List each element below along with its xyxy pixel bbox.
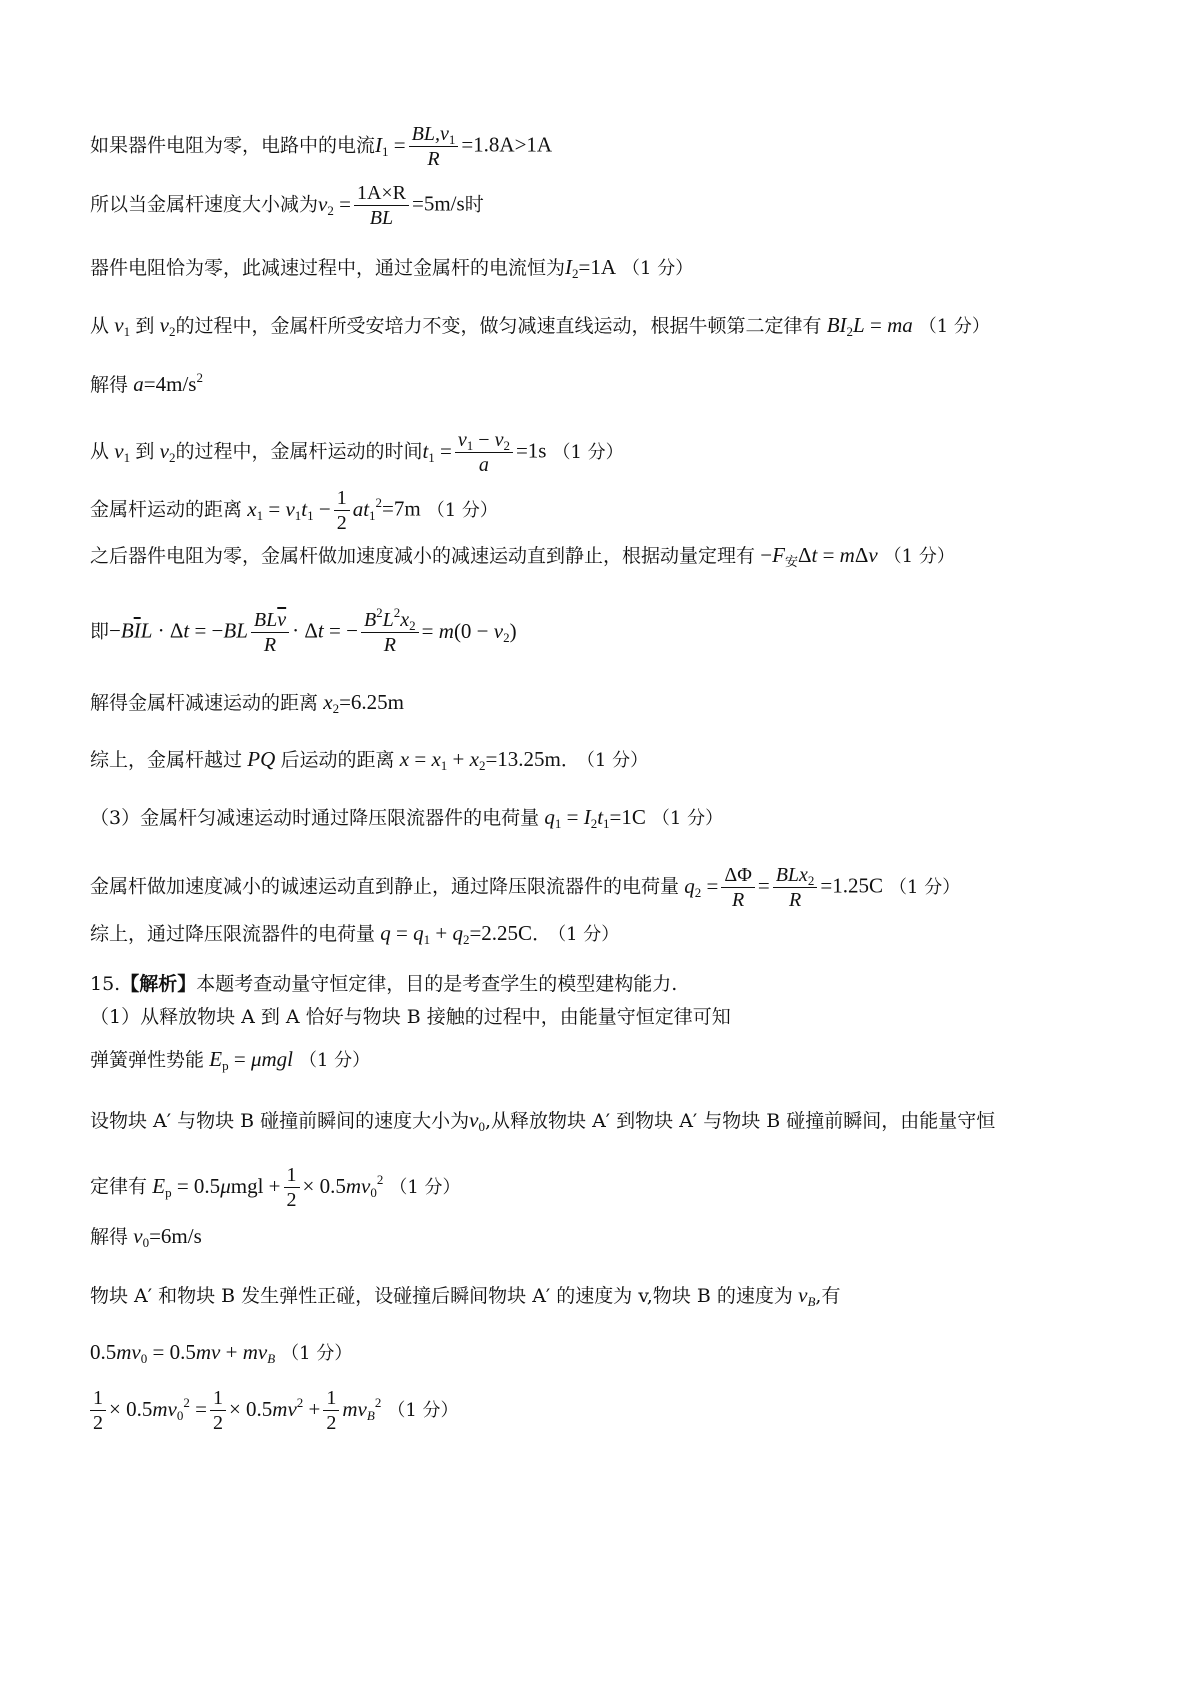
line-elastic-collision: 物块 A′ 和物块 B 发生弹性正碰，设碰撞后瞬间物块 A′ 的速度为 v,物块 B 的速度为 $v_B$,有 (90, 1283, 841, 1309)
line-momentum-conservation: $0.5mv_0 = 0.5mv + mv_B$ （1 分） (90, 1340, 353, 1366)
score-mark: （1 分） (281, 1343, 353, 1364)
score-mark: （1 分） (387, 1399, 459, 1421)
line-motion-time: 从 $v_1$ 到 $v_2$的过程中，金属杆运动的时间$t_1$ = $\frac{v_1 - v_2}{a}$ =1s （1 分） (90, 429, 624, 476)
line-acceleration-result: 解得 $a=4m/s^2$ (90, 370, 203, 396)
line-newton-second-law: 从 $v_1$ 到 $v_2$的过程中，金属杆所受安培力不变，做匀减速直线运动，根据牛顿第二定律有 $BI_2L$ = ma （1 分） (90, 313, 990, 339)
score-mark: （1 分） (426, 499, 498, 521)
fraction: $\frac{1}{2}$ (210, 1386, 226, 1435)
fraction: $\frac{B^2L^2x_2}{R}$ (361, 608, 419, 657)
score-mark: （1 分） (622, 258, 694, 279)
fraction: $\frac{1}{2}$ (323, 1386, 339, 1435)
line-kinetic-energy-conservation: $\frac{1}{2}$ × $0.5mv_0^2$ = $\frac{1}{2}$ × $0.5mv^2$ + $\frac{1}{2}$ $mv_B^2$ （1 分） (90, 1386, 459, 1435)
fraction: $\frac{1}{2}$ (334, 486, 350, 535)
fraction: $\frac{v_1 - v_2}{a}$ (455, 428, 513, 477)
line-speed-reduced: 所以当金属杆速度大小减为$v_2$ = $\frac{1A\times R}{BL}$ =5m/s时 (90, 182, 484, 229)
fraction: $\frac{\Delta\Phi}{R}$ (721, 863, 754, 912)
analysis-tag: 【解析】 (120, 973, 197, 995)
score-mark: （1 分） (918, 316, 990, 337)
line-energy-conservation: 定律有 $E_p = 0.5\mu mgl$ + $\frac{1}{2}$ × $0.5mv_0^2$ （1 分） (90, 1164, 461, 1211)
score-mark: （1 分） (552, 441, 624, 463)
line-constant-current: 器件电阻恰为零，此减速过程中，通过金属杆的电流恒为$I_2=1A$ （1 分） (90, 255, 694, 281)
fraction: $\frac{BLx_2}{R}$ (773, 863, 818, 912)
score-mark: （1 分） (651, 808, 724, 829)
line-distance-x2: 解得金属杆减速运动的距离 $x_2=6.25m$ (90, 690, 405, 716)
line-current-if-zero-resistance: 如果器件电阻为零，电路中的电流$I_1$ = $\frac{BL,v_1}{R}$ =1.8A>1A (90, 123, 553, 170)
fraction: $\frac{BL\overline{v}}{R}$ (251, 608, 289, 657)
fraction: $\frac{BL,v_1}{R}$ (409, 122, 459, 171)
question-number: 15. (90, 973, 121, 995)
line-velocity-before-collision: 设物块 A′ 与物块 B 碰撞前瞬间的速度大小为$v_0$,从释放物块 A′ 到物块 A′ 与物块 B 碰撞前瞬间，由能量守恒 (90, 1108, 996, 1134)
score-mark: （1 分） (389, 1176, 461, 1198)
score-mark: （1 分） (889, 876, 961, 898)
line-total-distance: 综上，金属杆越过 PQ 后运动的距离 $x = x_1 + x_2=13.25m$． （1 分） (90, 747, 649, 773)
line-v0-result: 解得 $v_0=6m/s$ (90, 1224, 202, 1250)
line-impulse-equation: 即$-B\overline{I}L \cdot \Delta t = -BL$ $\frac{BL\overline{v}}{R}$ · Δt = − $\frac{B^2L^2x_2}{R}$ = $m(0 - v_2)$ (90, 605, 517, 656)
line-q15-heading: 15.【解析】本题考查动量守恒定律，目的是考查学生的模型建构能力. (90, 973, 678, 995)
score-mark: （1 分） (585, 750, 649, 771)
score-mark: （1 分） (883, 546, 955, 567)
fraction: $\frac{1}{2}$ (90, 1386, 106, 1435)
line-spring-energy: 弹簧弹性势能 $E_p = \mu mgl$ （1 分） (90, 1047, 371, 1073)
line-part3-charge-q1: （3）金属杆匀减速运动时通过降压限流器件的电荷量 $q_1 = I_2t_1=1C$ （1 分） (90, 805, 724, 831)
line-q15-part1: （1）从释放物块 A 到 A 恰好与物块 B 接触的过程中，由能量守恒定律可知 (90, 1006, 731, 1028)
line-distance-x1: 金属杆运动的距离 $x_1 = v_1t_1$ − $\frac{1}{2}$ $at_1^2=7m$ （1 分） (90, 487, 498, 534)
fraction: $\frac{1}{2}$ (284, 1163, 300, 1212)
line-charge-q2: 金属杆做加速度减小的诚速运动直到静止，通过降压限流器件的电荷量 $q_2$ = $\frac{\Delta\Phi}{R}$ = $\frac{BLx_2}{R}$ =1.25C （1 分） (90, 864, 961, 911)
fraction: $\frac{1A\times R}{BL}$ (354, 181, 409, 230)
line-total-charge: 综上，通过降压限流器件的电荷量 $q = q_1 + q_2=2.25C$． （1 分） (90, 921, 620, 947)
score-mark: （1 分） (557, 924, 620, 945)
line-momentum-theorem: 之后器件电阻为零，金属杆做加速度减小的减速运动直到静止，根据动量定理有 $-F_安\Delta t = m\Delta v$ （1 分） (90, 543, 955, 569)
score-mark: （1 分） (298, 1050, 371, 1071)
